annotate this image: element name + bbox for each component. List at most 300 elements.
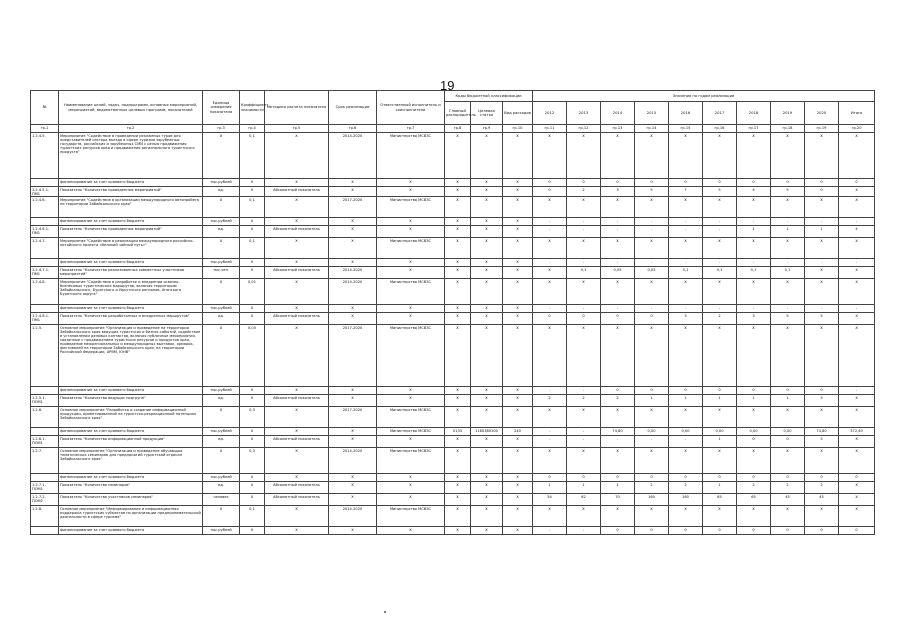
table-cell: X bbox=[471, 325, 503, 387]
table-cell: X bbox=[805, 133, 839, 179]
table-cell: X bbox=[329, 428, 377, 436]
table-cell: X bbox=[203, 506, 240, 527]
table-cell: X bbox=[533, 448, 567, 474]
table-row bbox=[31, 179, 875, 187]
table-cell: - bbox=[567, 387, 601, 395]
table-cell: X bbox=[503, 267, 533, 279]
table-cell: - bbox=[839, 218, 875, 226]
table-cell: X bbox=[601, 407, 635, 428]
table-cell: 5 bbox=[703, 187, 737, 197]
table-cell: - bbox=[567, 527, 601, 535]
table-cell: X bbox=[533, 279, 567, 305]
table-cell: Министерство МСВЗС bbox=[377, 506, 445, 527]
table-cell: - bbox=[567, 436, 601, 448]
table-cell: 45 bbox=[805, 494, 839, 506]
table-cell: тыс.рублей bbox=[203, 387, 240, 395]
table-cell: 1 bbox=[703, 436, 737, 448]
scan-dot bbox=[384, 611, 386, 613]
table-cell: 0 bbox=[737, 436, 771, 448]
table-cell: 0 bbox=[771, 387, 805, 395]
table-cell: X bbox=[329, 436, 377, 448]
table-cell: - bbox=[635, 226, 669, 238]
table-cell: 0 bbox=[635, 179, 669, 187]
table-cell: X bbox=[329, 395, 377, 407]
column-number-cell: гр.7 bbox=[377, 125, 445, 133]
table-cell: X bbox=[329, 226, 377, 238]
table-cell: X bbox=[669, 325, 703, 387]
table-cell: Министерство МСВЗС bbox=[377, 407, 445, 428]
table-cell: - bbox=[533, 218, 567, 226]
table-cell: 3 bbox=[669, 313, 703, 325]
table-row bbox=[31, 133, 875, 179]
table-cell: тыс.рублей bbox=[203, 527, 240, 535]
row-name-cell: финансирование за счет краевого бюджета bbox=[59, 527, 203, 535]
table-cell: X bbox=[839, 395, 875, 407]
table-cell: тыс.рублей bbox=[203, 259, 240, 267]
table-cell: - bbox=[567, 305, 601, 313]
table-cell: X bbox=[703, 238, 737, 259]
table-cell: 0 bbox=[805, 474, 839, 482]
row-name-cell: финансирование за счет краевого бюджета bbox=[59, 305, 203, 313]
table-cell: X bbox=[203, 407, 240, 428]
column-number-cell: гр.11 bbox=[533, 125, 567, 133]
table-cell: X bbox=[703, 325, 737, 387]
table-cell: X bbox=[669, 448, 703, 474]
table-cell: X bbox=[240, 428, 265, 436]
table-cell: X bbox=[471, 407, 503, 428]
table-cell: X bbox=[265, 325, 329, 387]
row-code-cell: 1.2.4.5.1. ПМ1 bbox=[31, 187, 59, 197]
table-cell: X bbox=[503, 395, 533, 407]
table-cell: X bbox=[503, 407, 533, 428]
table-cell: 0 bbox=[805, 527, 839, 535]
table-cell: X bbox=[445, 226, 471, 238]
table-cell: X bbox=[445, 187, 471, 197]
table-cell: - bbox=[533, 259, 567, 267]
table-cell: 2014-2020 bbox=[329, 448, 377, 474]
table-cell: - bbox=[805, 218, 839, 226]
table-cell: - bbox=[771, 218, 805, 226]
column-number-cell: гр.1 bbox=[31, 125, 59, 133]
table-cell: тыс.рублей bbox=[203, 179, 240, 187]
table-row bbox=[31, 428, 875, 436]
table-cell: X bbox=[503, 527, 533, 535]
table-cell: X bbox=[445, 474, 471, 482]
table-cell: - bbox=[533, 436, 567, 448]
table-cell: X bbox=[203, 133, 240, 179]
table-cell: X bbox=[669, 407, 703, 428]
table-cell: - bbox=[601, 226, 635, 238]
table-cell: Министерство МСВЗС bbox=[377, 279, 445, 305]
table-cell: 0 bbox=[771, 179, 805, 187]
table-cell: X bbox=[377, 187, 445, 197]
table-cell: Абсолютный показатель bbox=[265, 313, 329, 325]
table-cell: X bbox=[737, 133, 771, 179]
row-code-cell: 1.2.7.1. ПОМ1 bbox=[31, 482, 59, 494]
table-cell: Министерство МСВЗС bbox=[377, 428, 445, 436]
table-cell: 0 bbox=[635, 387, 669, 395]
table-cell: 0 bbox=[737, 527, 771, 535]
table-cell: X bbox=[471, 279, 503, 305]
table-cell: Абсолютный показатель bbox=[265, 482, 329, 494]
row-code-cell: 1.2.4.6.1. ПМ1 bbox=[31, 226, 59, 238]
table-cell: X bbox=[839, 407, 875, 428]
table-row bbox=[31, 197, 875, 218]
table-cell: 0 bbox=[533, 474, 567, 482]
table-cell: тыс.чел. bbox=[203, 267, 240, 279]
table-cell: X bbox=[265, 197, 329, 218]
table-cell: 1 bbox=[771, 226, 805, 238]
table-cell: 4 bbox=[737, 187, 771, 197]
table-cell: X bbox=[669, 238, 703, 259]
table-cell: X bbox=[471, 267, 503, 279]
table-cell: 0 bbox=[669, 527, 703, 535]
col-header-year: 2017 bbox=[703, 102, 737, 125]
table-cell: ед. bbox=[203, 436, 240, 448]
row-code-cell bbox=[31, 387, 59, 395]
table-cell: - bbox=[737, 218, 771, 226]
row-name-cell: Основное мероприятие "Информирование и информационная поддержка туристских субъектов по организации предпринимательской деятельности в сфере туризма" bbox=[59, 506, 203, 527]
table-cell: X bbox=[240, 436, 265, 448]
table-row bbox=[31, 395, 875, 407]
table-cell: 62 bbox=[567, 494, 601, 506]
table-row bbox=[31, 226, 875, 238]
table-cell: 0,1 bbox=[737, 267, 771, 279]
table-cell: 0 bbox=[771, 527, 805, 535]
table-row bbox=[31, 407, 875, 428]
table-cell: ед. bbox=[203, 226, 240, 238]
table-cell: - bbox=[533, 387, 567, 395]
table-cell: X bbox=[805, 506, 839, 527]
table-cell: - bbox=[771, 305, 805, 313]
table-cell: X bbox=[805, 279, 839, 305]
table-cell: X bbox=[377, 179, 445, 187]
table-cell: 0,1 bbox=[703, 267, 737, 279]
table-cell: X bbox=[445, 527, 471, 535]
table-cell: X bbox=[203, 238, 240, 259]
col-header-year: 2015 bbox=[635, 102, 669, 125]
table-cell: - bbox=[669, 226, 703, 238]
table-cell: X bbox=[839, 279, 875, 305]
table-cell: X bbox=[240, 305, 265, 313]
row-code-cell bbox=[31, 527, 59, 535]
table-cell: 1 bbox=[669, 395, 703, 407]
table-cell: X bbox=[471, 238, 503, 259]
table-cell: Министерство МСВЗС bbox=[377, 197, 445, 218]
table-cell: X bbox=[445, 197, 471, 218]
row-name-cell: Мероприятие "Содействие в организации международного автопробега по территории Забайкальского края" bbox=[59, 197, 203, 218]
table-cell: 2017-2020 bbox=[329, 407, 377, 428]
table-cell: 0 bbox=[567, 179, 601, 187]
table-row bbox=[31, 267, 875, 279]
table-cell: X bbox=[377, 305, 445, 313]
col-header-coef: Коэффициент значимости bbox=[240, 91, 265, 125]
row-code-cell bbox=[31, 218, 59, 226]
table-cell: X bbox=[203, 448, 240, 474]
table-cell: X bbox=[503, 259, 533, 267]
table-cell: X bbox=[265, 259, 329, 267]
table-cell: X bbox=[445, 179, 471, 187]
table-cell: X bbox=[771, 325, 805, 387]
table-cell: 0,05 bbox=[635, 267, 669, 279]
table-cell: 0 bbox=[567, 474, 601, 482]
table-cell: X bbox=[771, 506, 805, 527]
column-number-cell: гр.15 bbox=[669, 125, 703, 133]
table-cell: 160 bbox=[669, 494, 703, 506]
table-cell: X bbox=[377, 436, 445, 448]
column-number-cell: гр.3 bbox=[203, 125, 240, 133]
table-row bbox=[31, 387, 875, 395]
table-cell: 0,1 bbox=[669, 267, 703, 279]
row-code-cell bbox=[31, 428, 59, 436]
row-code-cell bbox=[31, 179, 59, 187]
table-cell: X bbox=[471, 197, 503, 218]
table-cell: ед. bbox=[203, 395, 240, 407]
table-cell: X bbox=[503, 482, 533, 494]
row-code-cell: 1.2.4.5. bbox=[31, 133, 59, 179]
table-cell: 2 bbox=[771, 482, 805, 494]
table-cell: X bbox=[567, 448, 601, 474]
table-cell: 0,1 bbox=[240, 197, 265, 218]
table-cell: - bbox=[737, 305, 771, 313]
table-cell: - bbox=[533, 428, 567, 436]
table-cell: X bbox=[377, 226, 445, 238]
table-cell: X bbox=[203, 197, 240, 218]
row-name-cell: Показатель "Количество разработанных и внедренных маршрутов" bbox=[59, 313, 203, 325]
table-cell: 0,1 bbox=[567, 267, 601, 279]
table-cell: X bbox=[503, 474, 533, 482]
table-cell: X bbox=[669, 506, 703, 527]
column-number-cell: гр.12 bbox=[567, 125, 601, 133]
table-cell: X bbox=[635, 197, 669, 218]
table-cell: 0 bbox=[805, 387, 839, 395]
table-cell: X bbox=[471, 259, 503, 267]
row-code-cell: 1.2.4.7.1. ПМ1 bbox=[31, 267, 59, 279]
table-cell: X bbox=[329, 218, 377, 226]
table-cell: 2 bbox=[703, 313, 737, 325]
table-cell: X bbox=[503, 218, 533, 226]
table-cell: X bbox=[471, 133, 503, 179]
table-cell: X bbox=[329, 494, 377, 506]
table-cell: 2 bbox=[567, 395, 601, 407]
table-cell: X bbox=[635, 325, 669, 387]
table-cell: - bbox=[601, 218, 635, 226]
table-cell: X bbox=[445, 448, 471, 474]
table-cell: 45 bbox=[771, 494, 805, 506]
table-cell: X bbox=[737, 407, 771, 428]
table-cell: Абсолютный показатель bbox=[265, 494, 329, 506]
table-cell: X bbox=[635, 407, 669, 428]
table-cell: X bbox=[265, 407, 329, 428]
table-cell: X bbox=[471, 226, 503, 238]
table-cell: 3 bbox=[805, 395, 839, 407]
row-code-cell: 1.2.6.1. ПОМ1 bbox=[31, 436, 59, 448]
table-cell: 0,1 bbox=[240, 238, 265, 259]
table-cell: X bbox=[445, 133, 471, 179]
column-number-cell: гр.9 bbox=[471, 125, 503, 133]
table-cell: 0 bbox=[601, 527, 635, 535]
table-cell: 2 bbox=[567, 187, 601, 197]
table-cell: 0,1 bbox=[240, 133, 265, 179]
table-cell: 7 bbox=[669, 187, 703, 197]
table-cell: X bbox=[471, 448, 503, 474]
row-name-cell: Основное мероприятие "Организация и проведение обучающих тематических семинаров для предприятий туристской отрасли Забайкальского края" bbox=[59, 448, 203, 474]
table-cell: 2014-2020 bbox=[329, 279, 377, 305]
table-cell: X bbox=[601, 325, 635, 387]
table-cell: X bbox=[839, 238, 875, 259]
table-cell: 1160380100 bbox=[471, 428, 503, 436]
table-cell: X bbox=[601, 506, 635, 527]
table-cell: X bbox=[503, 313, 533, 325]
table-cell: X bbox=[471, 527, 503, 535]
table-cell: X bbox=[240, 387, 265, 395]
table-cell: X bbox=[445, 482, 471, 494]
col-header-year: 2016 bbox=[669, 102, 703, 125]
table-cell: 0 bbox=[669, 387, 703, 395]
column-number-cell: гр.18 bbox=[771, 125, 805, 133]
table-row bbox=[31, 279, 875, 305]
table-cell: X bbox=[203, 279, 240, 305]
table-cell: 2017-2020 bbox=[329, 197, 377, 218]
table-cell: X bbox=[839, 267, 875, 279]
table-cell: Министерство МСВЗС bbox=[377, 133, 445, 179]
row-name-cell: финансирование за счет краевого бюджета bbox=[59, 259, 203, 267]
table-cell: 0 bbox=[567, 313, 601, 325]
table-cell: тыс.рублей bbox=[203, 474, 240, 482]
col-header-executor: Ответственный исполнитель и соисполнители bbox=[377, 91, 445, 125]
table-cell: X bbox=[533, 267, 567, 279]
table-cell: X bbox=[503, 133, 533, 179]
table-cell: X bbox=[265, 474, 329, 482]
table-cell: X bbox=[377, 267, 445, 279]
table-cell: X bbox=[265, 218, 329, 226]
table-cell: X bbox=[471, 313, 503, 325]
table-cell: 1 bbox=[771, 395, 805, 407]
table-cell: - bbox=[703, 305, 737, 313]
table-cell: X bbox=[377, 494, 445, 506]
col-header-name: Наименование целей, задач, подпрограмм, основных мероприятий, мероприятий, ведомственных целевых программ, показателей bbox=[59, 91, 203, 125]
table-cell: X bbox=[503, 226, 533, 238]
table-cell: 0,3 bbox=[240, 407, 265, 428]
row-code-cell bbox=[31, 474, 59, 482]
table-cell: человек bbox=[203, 494, 240, 506]
table-cell: 0 bbox=[601, 387, 635, 395]
table-cell: 1 bbox=[737, 395, 771, 407]
table-cell: 160 bbox=[635, 494, 669, 506]
table-cell: X bbox=[533, 133, 567, 179]
table-cell: X bbox=[329, 259, 377, 267]
table-cell: X bbox=[471, 474, 503, 482]
table-cell: 0 bbox=[839, 179, 875, 187]
table-cell: X bbox=[669, 197, 703, 218]
table-cell: X bbox=[329, 387, 377, 395]
table-cell: X bbox=[377, 527, 445, 535]
table-cell: - bbox=[703, 218, 737, 226]
table-cell: ед. bbox=[203, 482, 240, 494]
table-cell: 0 bbox=[533, 313, 567, 325]
column-number-cell: гр.6 bbox=[329, 125, 377, 133]
table-cell: X bbox=[601, 197, 635, 218]
table-cell: 1 bbox=[635, 395, 669, 407]
table-body bbox=[31, 125, 875, 535]
row-code-cell: 1.2.6. bbox=[31, 407, 59, 428]
table-cell: 1 bbox=[567, 482, 601, 494]
table-cell: 70 bbox=[601, 494, 635, 506]
table-cell: X bbox=[703, 197, 737, 218]
column-number-cell: гр.4 bbox=[240, 125, 265, 133]
table-cell: - bbox=[601, 436, 635, 448]
table-cell: 0 bbox=[703, 474, 737, 482]
column-number-cell: гр.2 bbox=[59, 125, 203, 133]
table-cell: X bbox=[839, 313, 875, 325]
table-cell: X bbox=[635, 448, 669, 474]
table-cell: X bbox=[265, 238, 329, 259]
col-header-budget-codes: Коды бюджетной классификации bbox=[445, 91, 533, 102]
table-cell: 0,1 bbox=[240, 506, 265, 527]
table-cell: 0,00 bbox=[771, 428, 805, 436]
table-cell: - bbox=[567, 259, 601, 267]
program-table bbox=[30, 90, 875, 535]
table-cell: X bbox=[471, 218, 503, 226]
table-cell: X bbox=[471, 494, 503, 506]
table-cell: X bbox=[805, 407, 839, 428]
table-cell: 0 bbox=[805, 187, 839, 197]
row-name-cell: Показатель "Количество семинаров" bbox=[59, 482, 203, 494]
table-cell: - bbox=[635, 305, 669, 313]
table-row bbox=[31, 482, 875, 494]
table-cell: 65 bbox=[703, 494, 737, 506]
table-cell: 0 bbox=[533, 179, 567, 187]
table-cell: X bbox=[805, 238, 839, 259]
table-cell: 2017-2020 bbox=[329, 325, 377, 387]
row-code-cell: 1.2.4.8.1. ПМ1 bbox=[31, 313, 59, 325]
table-cell: 240 bbox=[503, 428, 533, 436]
table-cell: X bbox=[503, 197, 533, 218]
table-cell: X bbox=[771, 279, 805, 305]
table-cell: X bbox=[567, 325, 601, 387]
col-header-year: 2019 bbox=[771, 102, 805, 125]
column-number-cell: гр.5 bbox=[265, 125, 329, 133]
table-cell: X bbox=[503, 506, 533, 527]
table-cell: 74,80 bbox=[805, 428, 839, 436]
table-cell: - bbox=[635, 436, 669, 448]
table-cell: X bbox=[445, 313, 471, 325]
col-header-year: 2014 bbox=[601, 102, 635, 125]
table-cell: X bbox=[503, 436, 533, 448]
table-cell: ед. bbox=[203, 313, 240, 325]
table-cell: 0 bbox=[703, 387, 737, 395]
table-cell: X bbox=[471, 387, 503, 395]
table-cell: X bbox=[839, 197, 875, 218]
table-cell: X bbox=[737, 448, 771, 474]
table-cell: X bbox=[703, 279, 737, 305]
row-name-cell: финансирование за счет краевого бюджета bbox=[59, 179, 203, 187]
table-cell: X bbox=[329, 187, 377, 197]
table-cell: 0 bbox=[635, 474, 669, 482]
page-number: 19 bbox=[440, 78, 455, 93]
column-number-cell: гр.20 bbox=[839, 125, 875, 133]
table-cell: 2 bbox=[669, 482, 703, 494]
table-cell: Министерство МСВЗС bbox=[377, 448, 445, 474]
table-cell: X bbox=[737, 325, 771, 387]
table-cell: X bbox=[567, 506, 601, 527]
table-cell: X bbox=[567, 238, 601, 259]
table-cell: X bbox=[503, 305, 533, 313]
column-number-cell: гр.16 bbox=[703, 125, 737, 133]
table-cell: 0 bbox=[601, 313, 635, 325]
col-header-term: Срок реализации bbox=[329, 91, 377, 125]
table-row bbox=[31, 305, 875, 313]
